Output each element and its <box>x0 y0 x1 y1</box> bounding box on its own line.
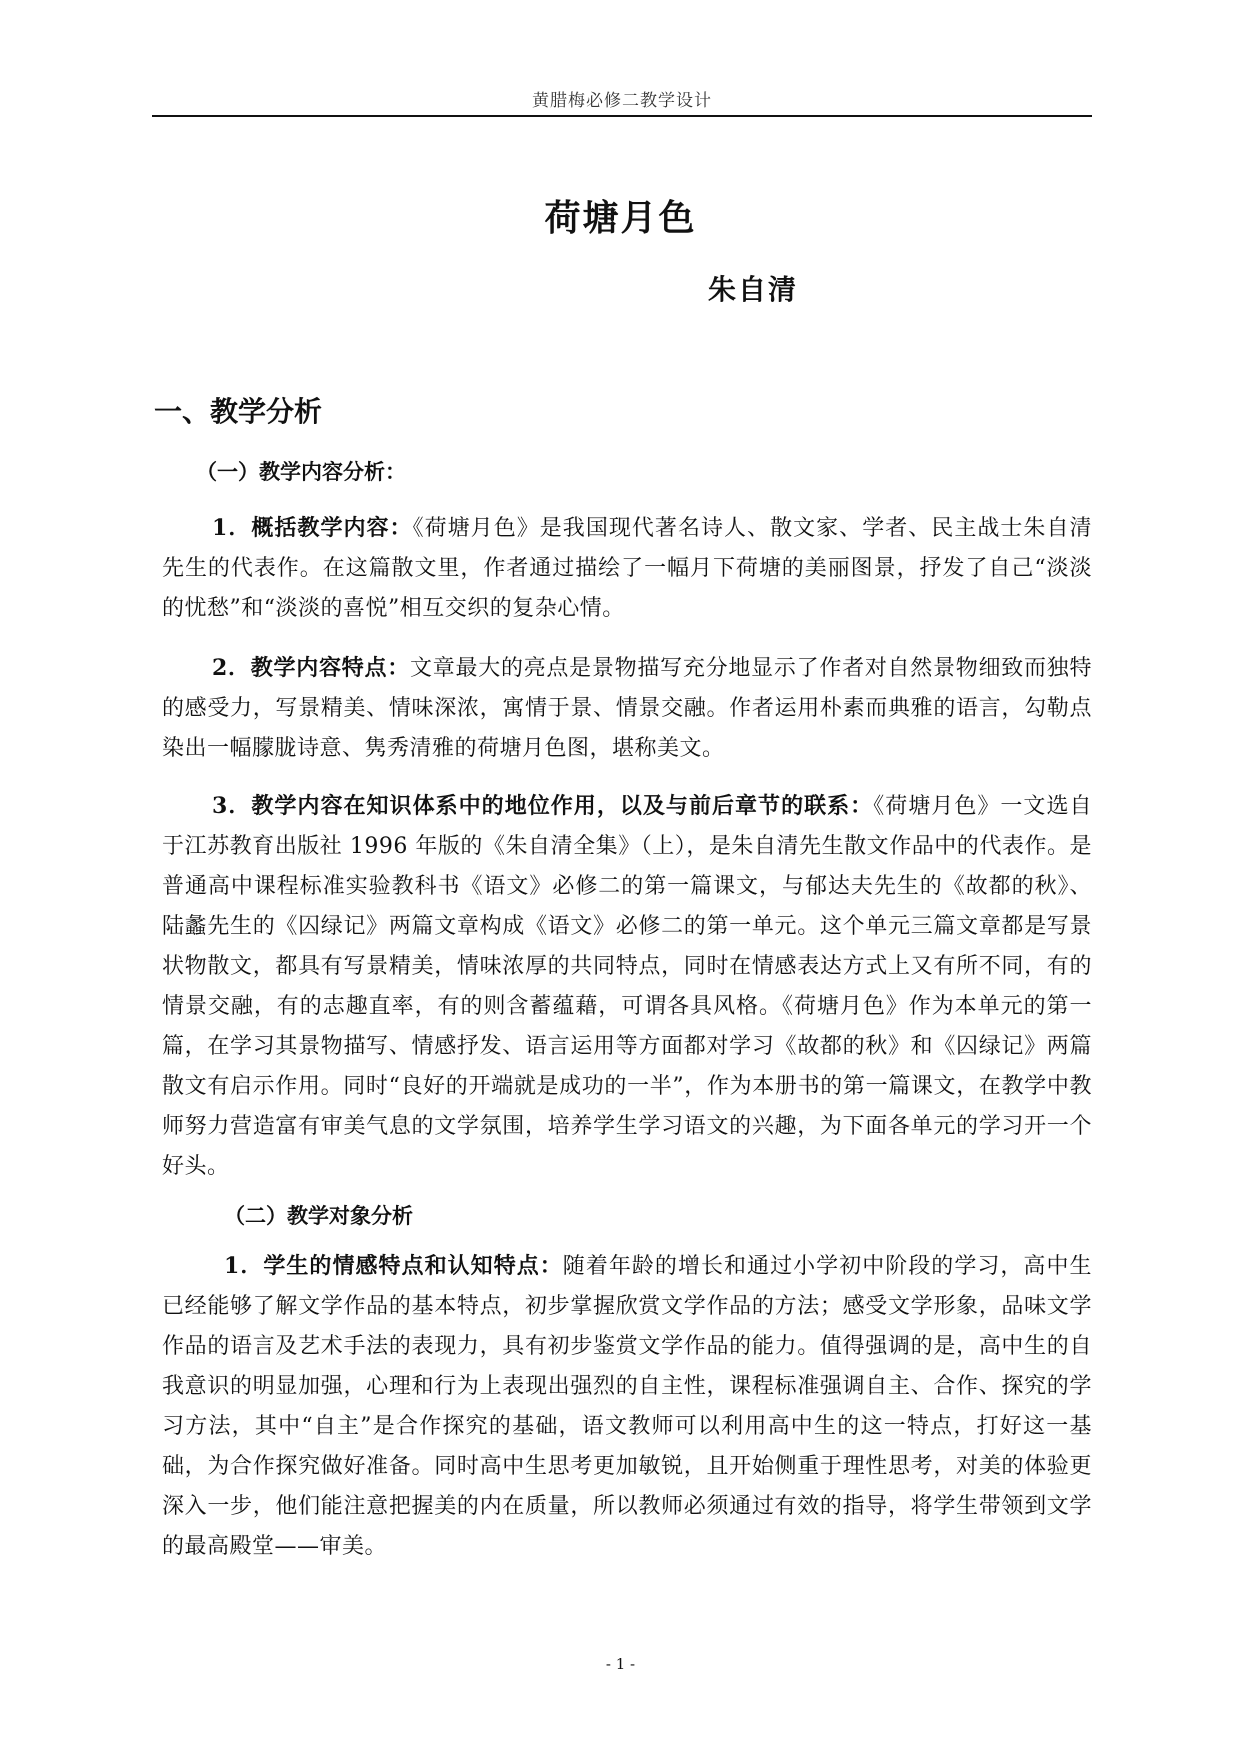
paragraph-body: 文章最大的亮点是景物描写充分地显示了作者对自然景物细致而独特的感受力，写景精美、情味深浓，寓情于景、情景交融。作者运用朴素而典雅的语言，勾勒点染出一幅朦胧诗意、隽秀清雅的荷塘月色图，堪称美文。 <box>162 656 1092 761</box>
document-title: 荷塘月色 <box>544 198 697 239</box>
subsection-heading-content-analysis: （一）教学内容分析： <box>196 459 406 484</box>
paragraph-content-features <box>162 648 1092 769</box>
page-number: - 1 - <box>605 1655 636 1673</box>
paragraph-learner-traits <box>162 1246 1092 1567</box>
paragraph-lead: 1．概括教学内容： <box>212 515 413 541</box>
section-heading-teaching-analysis: 一、教学分析 <box>154 395 323 428</box>
running-header: 黄腊梅必修二教学设计 <box>532 91 712 111</box>
subsection-heading-learner-analysis: （二）教学对象分析 <box>224 1203 413 1228</box>
paragraph-content-summary <box>162 508 1092 629</box>
paragraph-lead: 1．学生的情感特点和认知特点： <box>224 1253 563 1279</box>
paragraph-body: 《荷塘月色》是我国现代著名诗人、散文家、学者、民主战士朱自清先生的代表作。在这篇散文里，作者通过描绘了一幅月下荷塘的美丽图景，抒发了自己“淡淡的忧愁”和“淡淡的喜悦”相互交织的复杂心情。 <box>162 516 1092 621</box>
paragraph-lead: 3．教学内容在知识体系中的地位作用，以及与前后章节的联系： <box>212 793 874 819</box>
header-rule <box>152 115 1092 117</box>
paragraph-body: 随着年龄的增长和通过小学初中阶段的学习，高中生已经能够了解文学作品的基本特点，初步掌握欣赏文学作品的方法；感受文学形象，品味文学作品的语言及艺术手法的表现力，具有初步鉴赏文学作品的能力。值得强调的是，高中生的自我意识的明显加强，心理和行为上表现出强烈的自主性，课程标准强调自主、合作、探究的学习方法，其中“自主”是合作探究的基础，语文教师可以利用高中生的这一特点，打好这一基础，为合作探究做好准备。同时高中生思考更加敏锐，且开始侧重于理性思考，对美的体验更深入一步，他们能注意把握美的内在质量，所以教师必须通过有效的指导，将学生带领到文学的最高殿堂——审美。 <box>162 1254 1092 1559</box>
paragraph-lead: 2．教学内容特点： <box>212 655 410 681</box>
paragraph-body: 《荷塘月色》一文选自于江苏教育出版社 1996 年版的《朱自清全集》（上），是朱自清先生散文作品中的代表作。是普通高中课程标准实验教科书《语文》必修二的第一篇课文，与郁达夫先生的《故都的秋》、陆蠡先生的《囚绿记》两篇文章构成《语文》必修二的第一单元。这个单元三篇文章都是写景状物散文，都具有写景精美，情味浓厚的共同特点，同时在情感表达方式上又有所不同，有的情景交融，有的志趣直率，有的则含蓄蕴藉，可谓各具风格。《荷塘月色》作为本单元的第一篇，在学习其景物描写、情感抒发、语言运用等方面都对学习《故都的秋》和《囚绿记》两篇散文有启示作用。同时“良好的开端就是成功的一半”，作为本册书的第一篇课文，在教学中教师努力营造富有审美气息的文学氛围，培养学生学习语文的兴趣，为下面各单元的学习开一个好头。 <box>162 794 1092 1179</box>
paragraph-content-position <box>162 786 1092 1187</box>
author-name: 朱自清 <box>708 273 799 306</box>
